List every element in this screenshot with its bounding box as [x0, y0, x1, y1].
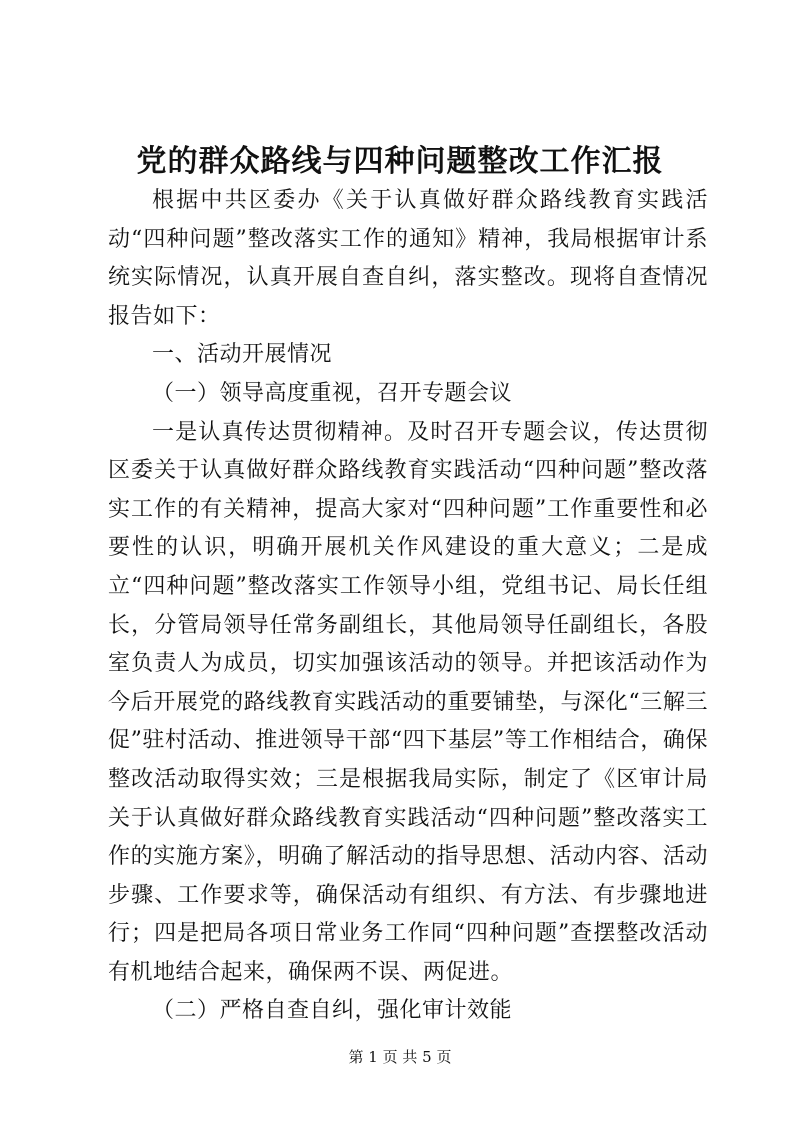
subsection-heading-2: （二）严格自查自纠，强化审计效能: [152, 998, 513, 1024]
intro-paragraph: 根据中共区委办《关于认真做好群众路线教育实践活动“四种问题”整改落实工作的通知》精神，我局根据审计系统实际情况，认真开展自查自纠，落实整改。现将自查情况报告如下：: [108, 188, 708, 329]
document-title: 党的群众路线与四种问题整改工作汇报: [136, 144, 664, 179]
subsection-1-paragraph: 一是认真传达贯彻精神。及时召开专题会议，传达贯彻区委关于认真做好群众路线教育实践活动“四种问题”整改落实工作的有关精神，提高大家对“四种问题”工作重要性和必要性的认识，明确开展机关作风建设的重大意义；二是成立“四种问题”整改落实工作领导小组，党组书记、局长任组长，分管局领导任常务副组长，其他局领导任副组长，各股室负责人为成员，切实加强该活动的领导。并把该活动作为今后开展党的路线教育实践活动的重要铺垫，与深化“三解三促”驻村活动、推进领导干部“四下基层”等工作相结合，确保整改活动取得实效；三是根据我局实际，制定了《区审计局关于认真做好群众路线教育实践活动“四种问题”整改落实工作的实施方案》，明确了解活动的指导思想、活动内容、活动步骤、工作要求等，确保活动有组织、有方法、有步骤地进行；四是把局各项日常业务工作同“四种问题”查摆整改活动有机地结合起来，确保两不误、两促进。: [108, 419, 708, 985]
document-body: [108, 182, 708, 1031]
subsection-heading-1: （一）领导高度重视，召开专题会议: [152, 380, 513, 406]
page-number-footer: 第 1 页 共 5 页: [348, 1048, 452, 1066]
section-heading-1: 一、活动开展情况: [152, 342, 333, 368]
